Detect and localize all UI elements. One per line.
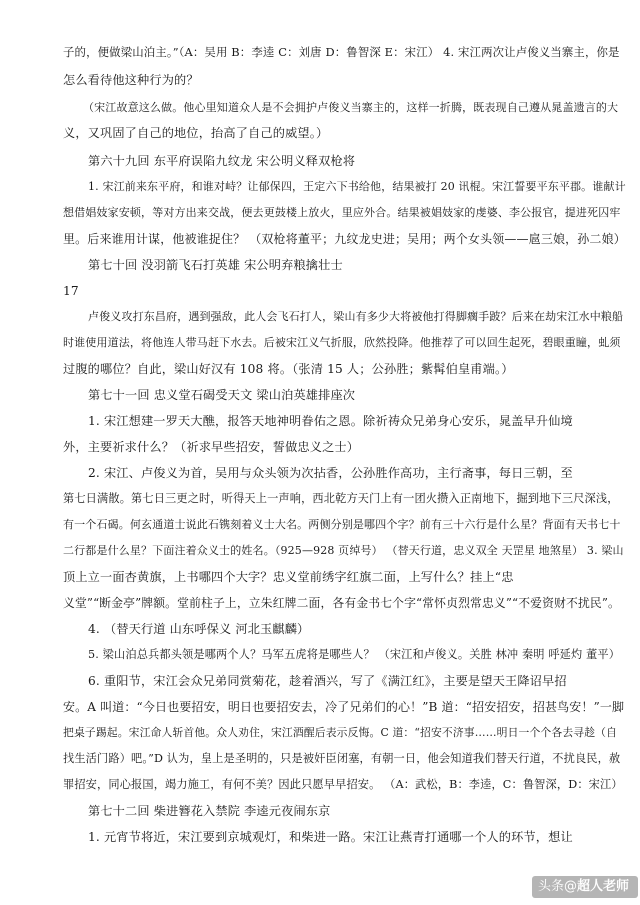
text-line: 过腹的哪位？自此，梁山好汉有 108 将。（张清 15 人；公孙胜；紫髯伯皇甫端。） bbox=[63, 362, 514, 376]
chapter-heading: 第六十九回 东平府误陷九纹龙 宋公明义释双枪将 bbox=[88, 154, 356, 168]
text-line: 第七日满散。第七日三更之时，听得天上一声响，西北乾方天门上有一团火攒入正南地下，掘到地下三尺深浅， bbox=[63, 492, 619, 505]
text-line: 子的，便做梁山泊主。”（A：吴用 B：李逵 C：刘唐 D：鲁智深 E：宋江） 4. 宋江两次让卢俊义当寨主，你是 bbox=[63, 45, 620, 59]
text-line: 卢俊义攻打东昌府，遇到强敌，此人会飞石打人，梁山有多少大将被他打得脚瘸手跛？后来在劫宋江水中粮船 bbox=[88, 310, 624, 323]
text-line: 把桌子踢起。宋江命人斩首他。众人劝住，宋江酒醒后表示反悔。C 道：“招安不济事……明日一个个各去寻趁（自 bbox=[63, 726, 618, 739]
text-line: （宋江故意这么做。他心里知道众人是不会拥护卢俊义当寨主的，这样一折腾，既表现自己遵从晁盖遗言的大 bbox=[83, 101, 619, 114]
text-line: 1. 宋江想建一罗天大醮，报答天地神明眷佑之恩。除祈祷众兄弟身心安乐，晁盖早升仙境 bbox=[88, 414, 573, 428]
text-line: 义，又巩固了自己的地位，抬高了自己的威望。） bbox=[63, 126, 329, 140]
watermark-handle: 超人老师 bbox=[577, 879, 630, 894]
text-line: 怎么看待他这种行为的？ bbox=[63, 73, 199, 87]
text-line: 安。A 叫道：“今日也要招安，明日也要招安去，冷了兄弟们的心！”B 道：“招安招安，招甚鸟安！”一脚 bbox=[63, 700, 625, 714]
text-line: 有一个石碣。何玄通道士说此石镌刻着义士大名。两侧分别是哪四个字？前有三十六行是什么星？背面有天书七十 bbox=[63, 518, 621, 531]
text-line: 1. 宋江前来东平府，和谁对峙？让郁保四，王定六下书给他，结果被打 20 讯棍。宋江誓要平东平郡。谁献计 bbox=[88, 180, 626, 193]
text-line: 时谁使用道法，将他连人带马赶下水去。后被宋江义气折服，欣然投降。他推荐了可以回生起死，碧眼重瞳，虬须 bbox=[63, 336, 621, 349]
text-line: 外，主要祈求什么？（祈求早些招安，誓做忠义之士） bbox=[63, 440, 360, 454]
text-line: 6. 重阳节，宋江会众兄弟同赏菊花，趁着酒兴，写了《满江红》，主要是望天王降诏早招 bbox=[88, 674, 567, 688]
watermark-at: @ bbox=[564, 879, 578, 894]
text-line: 二行都是什么星？下面注着众义士的姓名。（925—928 页绰号） （替天行道，忠义双全 天罡星 地煞星） 3. 梁山 bbox=[63, 544, 624, 557]
chapter-heading: 第七十一回 忠义堂石碣受天文 梁山泊英雄排座次 bbox=[88, 388, 356, 402]
text-line: 顶上立一面杏黄旗，上书哪四个大字？忠义堂前绣字红旗二面，上写什么？挂上“忠 bbox=[63, 570, 514, 584]
chapter-heading: 第七十二回 柴进簪花入禁院 李逵元夜闹东京 bbox=[88, 804, 331, 818]
chapter-heading: 第七十回 没羽箭飞石打英雄 宋公明弃粮擒壮士 bbox=[88, 258, 343, 272]
text-line: 4. （替天行道 山东呼保义 河北玉麒麟） bbox=[88, 622, 310, 636]
text-line: 罪招安，同心报国，竭力施工，有何不美？因此只愿早早招安。 （A：武松，B：李逵，C：鲁智深，D：宋江） bbox=[63, 778, 623, 791]
text-line: 义堂”“断金亭”牌额。堂前柱子上，立朱红牌二面，各有金书七个字“常怀贞烈常忠义”“不爱资财不扰民”。 bbox=[63, 596, 620, 610]
watermark bbox=[532, 876, 638, 898]
text-line: 找生活门路）吧。”D 认为，皇上是圣明的，只是被奸臣闭塞，有朝一日，他会知道我们替天行道，不扰良民，赦 bbox=[63, 752, 621, 765]
text-line: 5. 梁山泊总兵都头领是哪两个人？马军五虎将是哪些人？ （宋江和卢俊义。关胜 林冲 秦明 呼延灼 董平） bbox=[88, 648, 621, 661]
text-line: 想借娼妓家安顿，等对方出来交战，便去更鼓楼上放火，里应外合。结果被娼妓家的虔婆、李公报官，提进死囚牢 bbox=[63, 206, 621, 219]
watermark-platform: 头条 bbox=[538, 879, 565, 894]
text-line: 里。后来谁用计谋，他被谁捉住？ （双枪将董平；九纹龙史进；吴用；两个女头领——扈三娘，孙二娘） bbox=[63, 232, 626, 246]
text-line: 2. 宋江、卢俊义为首，吴用与众头领为次拈香，公孙胜作高功，主行斋事，每日三朝，至 bbox=[88, 466, 573, 480]
text-line: 1. 元宵节将近，宋江要到京城观灯，和柴进一路。宋江让燕青打通哪一个人的环节，想让 bbox=[88, 830, 573, 844]
page-number: 17 bbox=[63, 284, 79, 298]
